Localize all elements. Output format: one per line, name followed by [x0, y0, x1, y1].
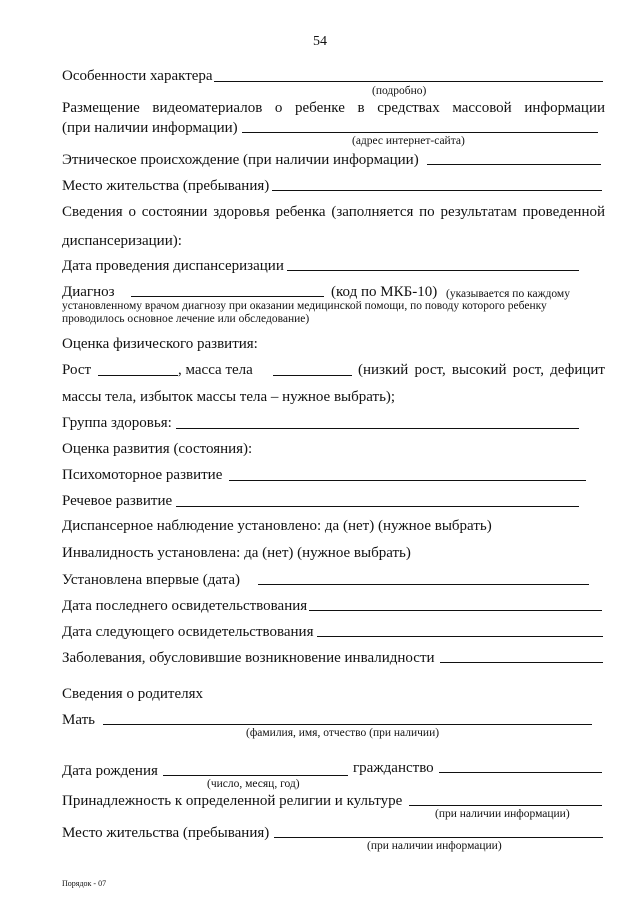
diagnosis-label: Диагноз [62, 284, 115, 300]
religion-caption: (при наличии информации) [435, 808, 570, 820]
birth-date-label: Дата рождения [62, 763, 158, 779]
religion-label: Принадлежность к определенной религии и культуре [62, 793, 403, 809]
birth-date-caption: (число, месяц, год) [207, 778, 300, 790]
weight-field[interactable] [273, 375, 352, 376]
birth-date-field[interactable] [163, 775, 348, 776]
ethnic-field[interactable] [427, 164, 601, 165]
diagnosis-code: (код по МКБ-10) [331, 284, 438, 300]
speech-label: Речевое развитие [62, 493, 173, 509]
health-group-label: Группа здоровья: [62, 415, 172, 431]
citizenship-field[interactable] [439, 772, 602, 773]
disability-first-label: Установлена впервые (дата) [62, 572, 240, 588]
last-exam-field[interactable] [309, 610, 602, 611]
psychomotor-label: Психомоторное развитие [62, 467, 223, 483]
next-exam-label: Дата следующего освидетельствования [62, 624, 314, 640]
citizenship-label: гражданство [353, 760, 434, 776]
diagnosis-field[interactable] [131, 296, 324, 297]
next-exam-field[interactable] [317, 636, 603, 637]
mother-field[interactable] [103, 724, 592, 725]
parent-residence-field[interactable] [274, 837, 603, 838]
psychomotor-field[interactable] [229, 480, 586, 481]
diagnosis-note-2: установленному врачом диагнозу при оказании медицинской помощи, по поводу которого ребенку [62, 300, 547, 312]
observation-text: Диспансерное наблюдение установлено: да (нет) (нужное выбрать) [62, 518, 492, 534]
footer-code: Порядок - 07 [62, 879, 107, 888]
media-label: Размещение видеоматериалов о ребенке в средствах массовой информации [62, 100, 605, 116]
diagnosis-note-3: проводилось основное лечение или обследование) [62, 313, 310, 325]
ethnic-label: Этническое происхождение (при наличии информации) [62, 152, 419, 168]
disability-first-field[interactable] [258, 584, 589, 585]
diagnosis-note-1: (указывается по каждому [446, 288, 570, 300]
media-label-2: (при наличии информации) [62, 120, 238, 136]
mother-label: Мать [62, 712, 96, 728]
exam-date-field[interactable] [287, 270, 579, 271]
mother-caption: (фамилия, имя, отчество (при наличии) [246, 727, 440, 739]
speech-field[interactable] [176, 506, 579, 507]
health-label: Сведения о состоянии здоровья ребенка (заполняется по результатам проведенной [62, 204, 605, 220]
health-label-2: диспансеризации): [62, 233, 182, 249]
religion-field[interactable] [409, 805, 602, 806]
height-field[interactable] [98, 375, 178, 376]
character-field[interactable] [214, 81, 603, 82]
page-number: 54 [313, 34, 327, 49]
disability-text: Инвалидность установлена: да (нет) (нужное выбрать) [62, 545, 411, 561]
parent-residence-caption: (при наличии информации) [367, 840, 502, 852]
parents-heading: Сведения о родителях [62, 686, 204, 702]
media-caption: (адрес интернет-сайта) [352, 135, 465, 147]
character-label: Особенности характера [62, 68, 213, 84]
height-label: Рост [62, 362, 92, 378]
health-group-field[interactable] [176, 428, 579, 429]
parent-residence-label: Место жительства (пребывания) [62, 825, 270, 841]
exam-date-label: Дата проведения диспансеризации [62, 258, 284, 274]
media-url-field[interactable] [242, 132, 598, 133]
physical-options-2: массы тела, избыток массы тела – нужное выбрать); [62, 389, 396, 405]
development-heading: Оценка развития (состояния): [62, 441, 253, 457]
disability-causes-field[interactable] [440, 662, 603, 663]
physical-options: (низкий рост, высокий рост, дефицит [358, 362, 605, 378]
character-caption: (подробно) [372, 85, 427, 97]
disability-causes-label: Заболевания, обусловившие возникновение инвалидности [62, 650, 435, 666]
physical-heading: Оценка физического развития: [62, 336, 258, 352]
weight-label: , масса тела [178, 362, 253, 378]
last-exam-label: Дата последнего освидетельствования [62, 598, 308, 614]
residence-label: Место жительства (пребывания) [62, 178, 270, 194]
residence-field[interactable] [272, 190, 602, 191]
